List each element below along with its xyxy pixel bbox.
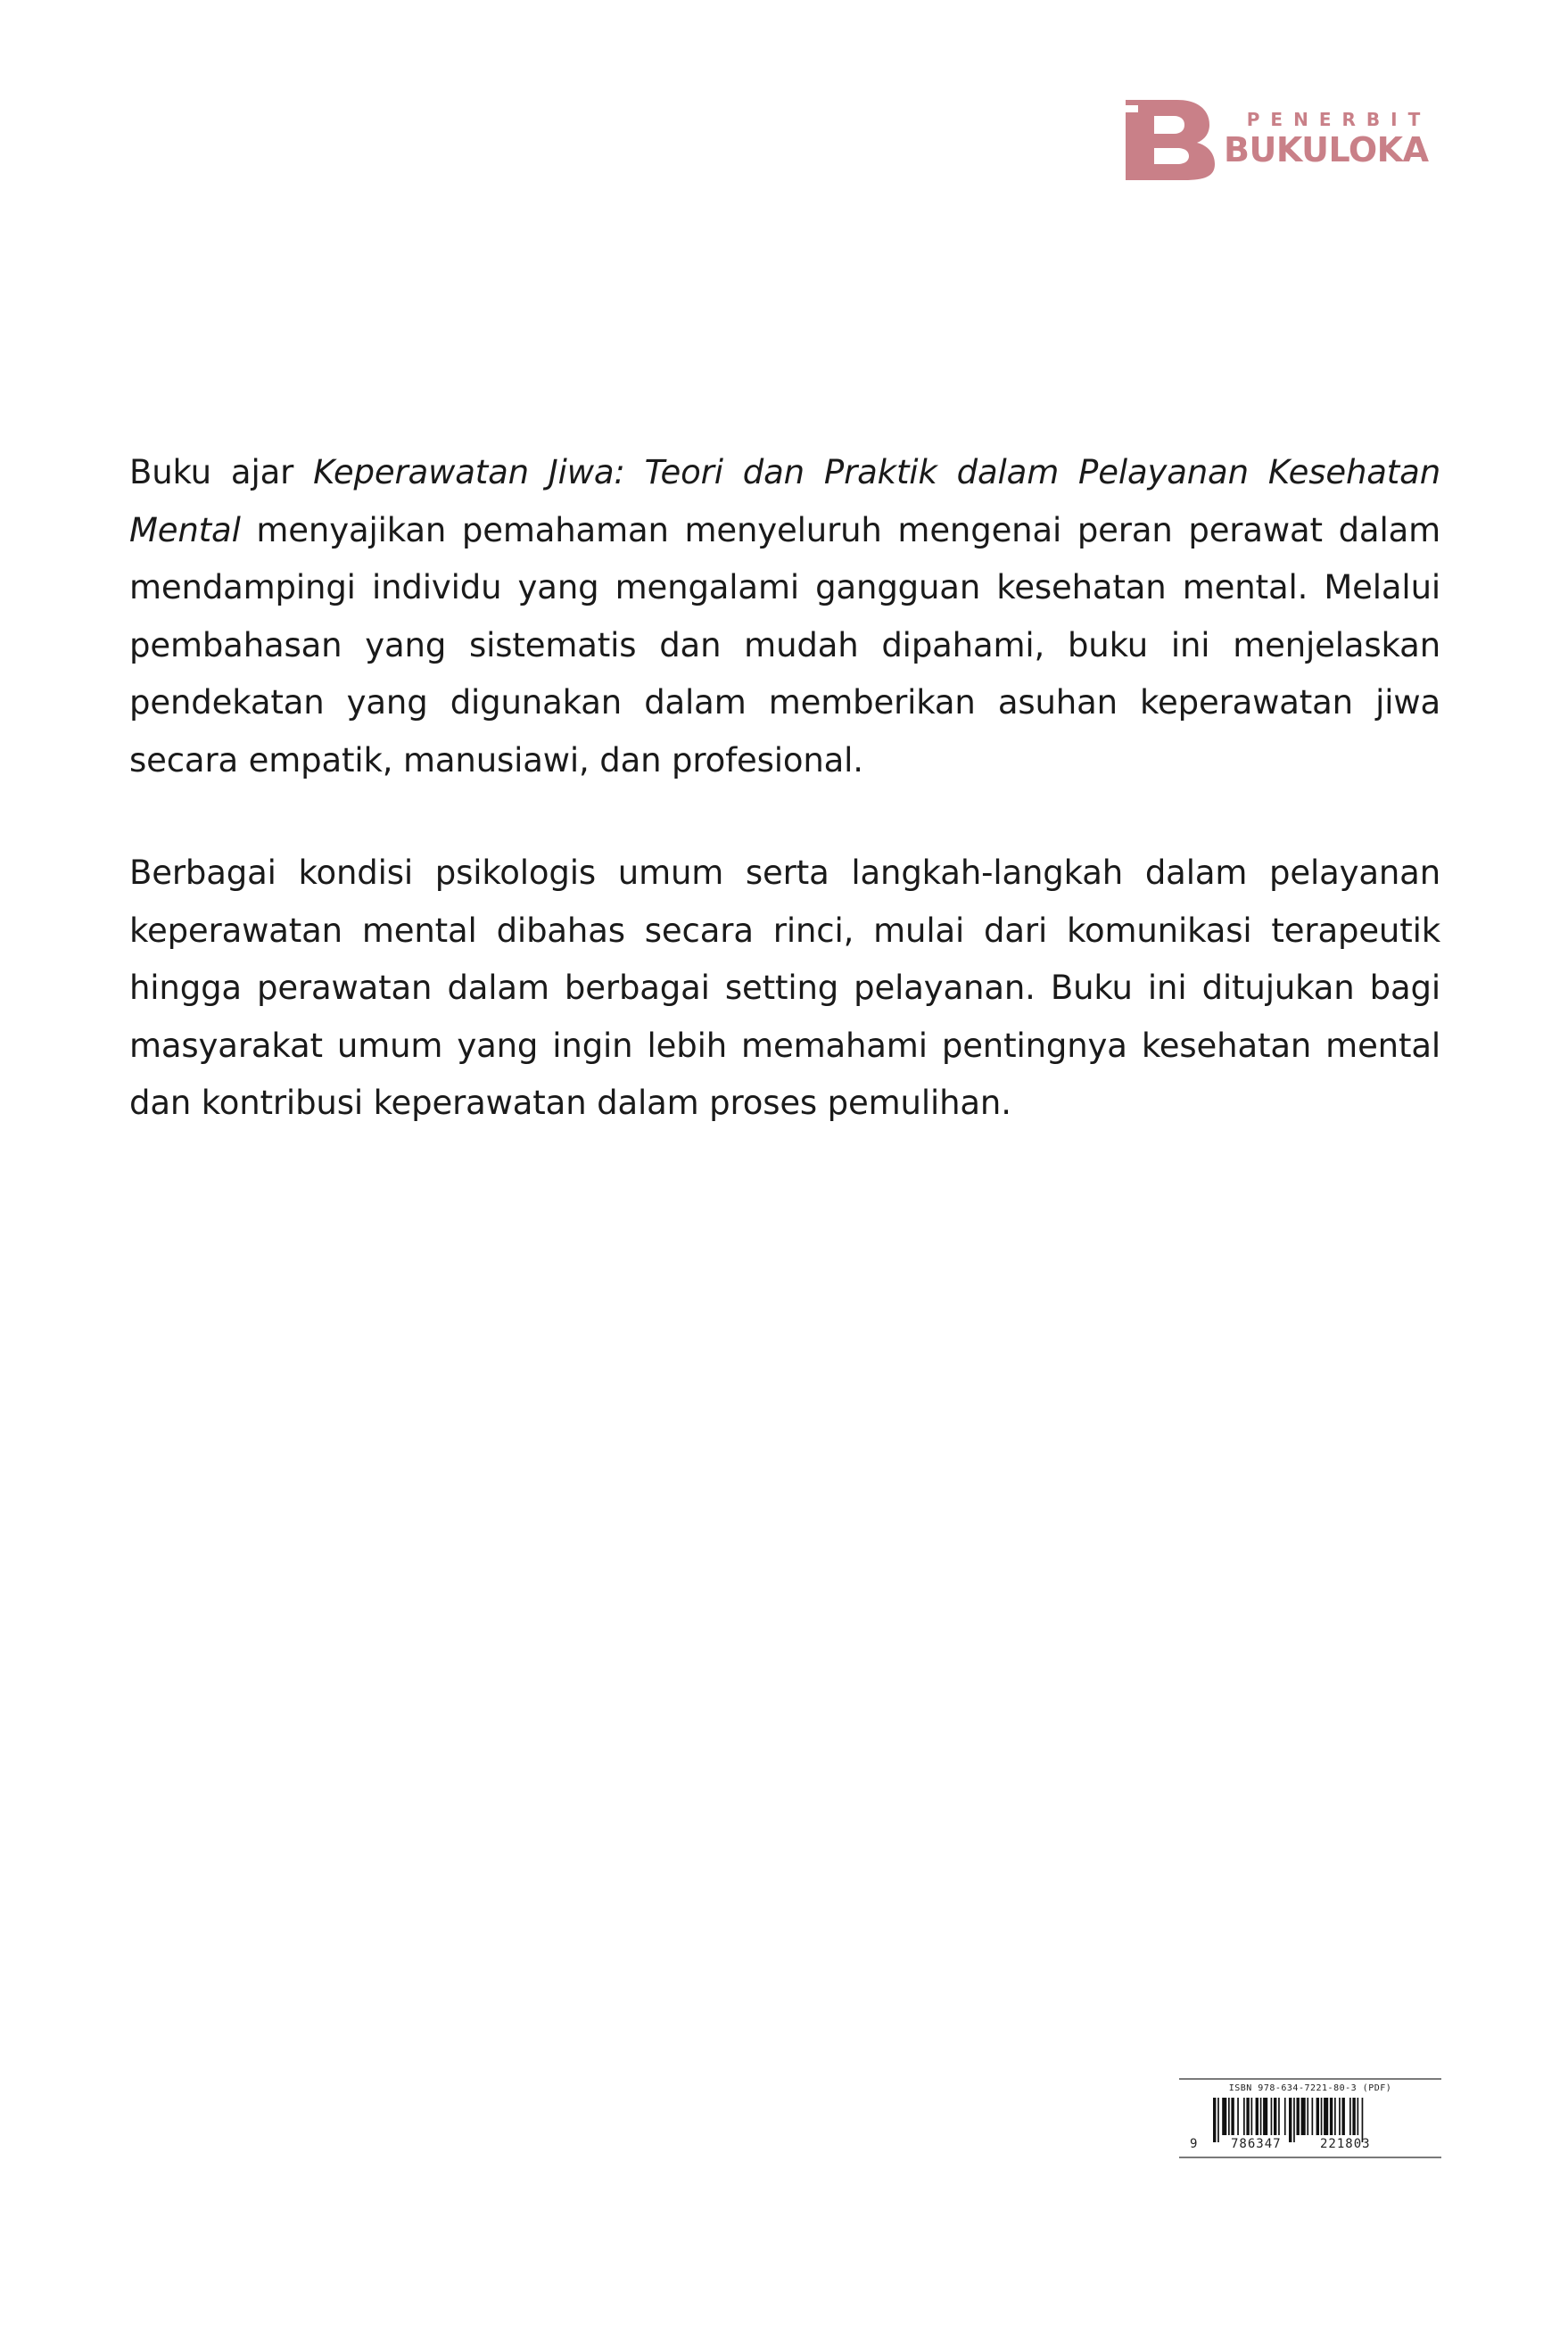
book-blurb <box>129 444 1440 1188</box>
isbn-bottom-rule <box>1179 2157 1441 2158</box>
isbn-barcode <box>1179 2078 1441 2158</box>
book-title-italic: Keperawatan Jiwa: Teori dan Praktik dalam Pelayanan Kesehatan Mental <box>129 453 1440 549</box>
barcode-bar <box>1358 2098 1359 2135</box>
barcode-bar <box>1237 2098 1239 2135</box>
blurb-paragraph-2: Berbagai kondisi psikologis umum serta langkah-langkah dalam pelayanan keperawatan mental dibahas secara rinci, mulai dari komunikasi terapeutik hingga perawatan dalam berbagai setting pelayanan. Buku ini ditujukan bagi masyarakat umum yang ingin lebih memahami pentingnya kesehatan mental dan kontribusi keperawatan dalam proses pemulihan. <box>129 854 1440 1122</box>
blurb-paragraph-1 <box>129 444 1440 789</box>
publisher-logo <box>1122 95 1443 180</box>
barcode-bar <box>1324 2098 1328 2135</box>
publisher-wordmark <box>1224 103 1443 175</box>
barcode-bar <box>1246 2098 1249 2135</box>
blurb-paragraph-1-rest: menyajikan pemahaman menyeluruh mengenai peran perawat dalam mendampingi individu yang mengalami gangguan kesehatan mental. Melalui pembahasan yang sistematis dan mudah dipahami, buku ini menjelaskan pendekatan yang digunakan dalam memberikan asuhan keperawatan jiwa secara empatik, manusiawi, dan profesional. <box>129 510 1440 779</box>
barcode-bar <box>1293 2098 1295 2142</box>
isbn-top-rule <box>1179 2078 1441 2080</box>
barcode-bar <box>1321 2098 1323 2135</box>
barcode-bar <box>1278 2098 1280 2135</box>
barcode-bar <box>1284 2098 1286 2135</box>
barcode-bar <box>1213 2098 1216 2142</box>
barcode-bar <box>1274 2098 1276 2135</box>
barcode-bar <box>1271 2098 1273 2135</box>
barcode-bar <box>1231 2098 1234 2135</box>
barcode-bar <box>1297 2098 1300 2135</box>
barcode-first-digit: 9 <box>1190 2137 1199 2151</box>
letter-b-logo-icon <box>1122 95 1220 180</box>
barcode-bar <box>1289 2098 1292 2142</box>
barcode-left-digits: 786347 <box>1231 2137 1282 2151</box>
barcode-bar <box>1330 2098 1333 2135</box>
barcode-bar <box>1228 2098 1230 2135</box>
barcode-bar <box>1263 2098 1267 2135</box>
barcode-bar <box>1217 2098 1219 2142</box>
barcode-bar <box>1342 2098 1345 2135</box>
barcode-bar <box>1352 2098 1355 2135</box>
barcode-bar <box>1316 2098 1319 2135</box>
barcode-bar <box>1362 2098 1364 2142</box>
barcode-bar <box>1301 2098 1306 2135</box>
publisher-name: BUKULOKA <box>1224 130 1429 169</box>
barcode-bar <box>1251 2098 1253 2135</box>
barcode-bar <box>1222 2098 1226 2135</box>
barcode-bar <box>1243 2098 1245 2135</box>
barcode-right-digits: 221803 <box>1320 2137 1371 2151</box>
barcode-bar <box>1260 2098 1262 2135</box>
publisher-label: PENERBIT <box>1246 109 1432 130</box>
barcode-bar <box>1312 2098 1314 2135</box>
barcode-bar <box>1349 2098 1351 2135</box>
isbn-label: ISBN 978-634-7221-80-3 (PDF) <box>1228 2083 1392 2093</box>
blurb-lead: Buku ajar <box>129 453 314 491</box>
barcode-bar <box>1339 2098 1341 2135</box>
barcode-bar <box>1334 2098 1336 2135</box>
barcode-bar <box>1256 2098 1259 2135</box>
barcode-bars-icon <box>1213 2098 1413 2142</box>
barcode-bar <box>1307 2098 1308 2135</box>
